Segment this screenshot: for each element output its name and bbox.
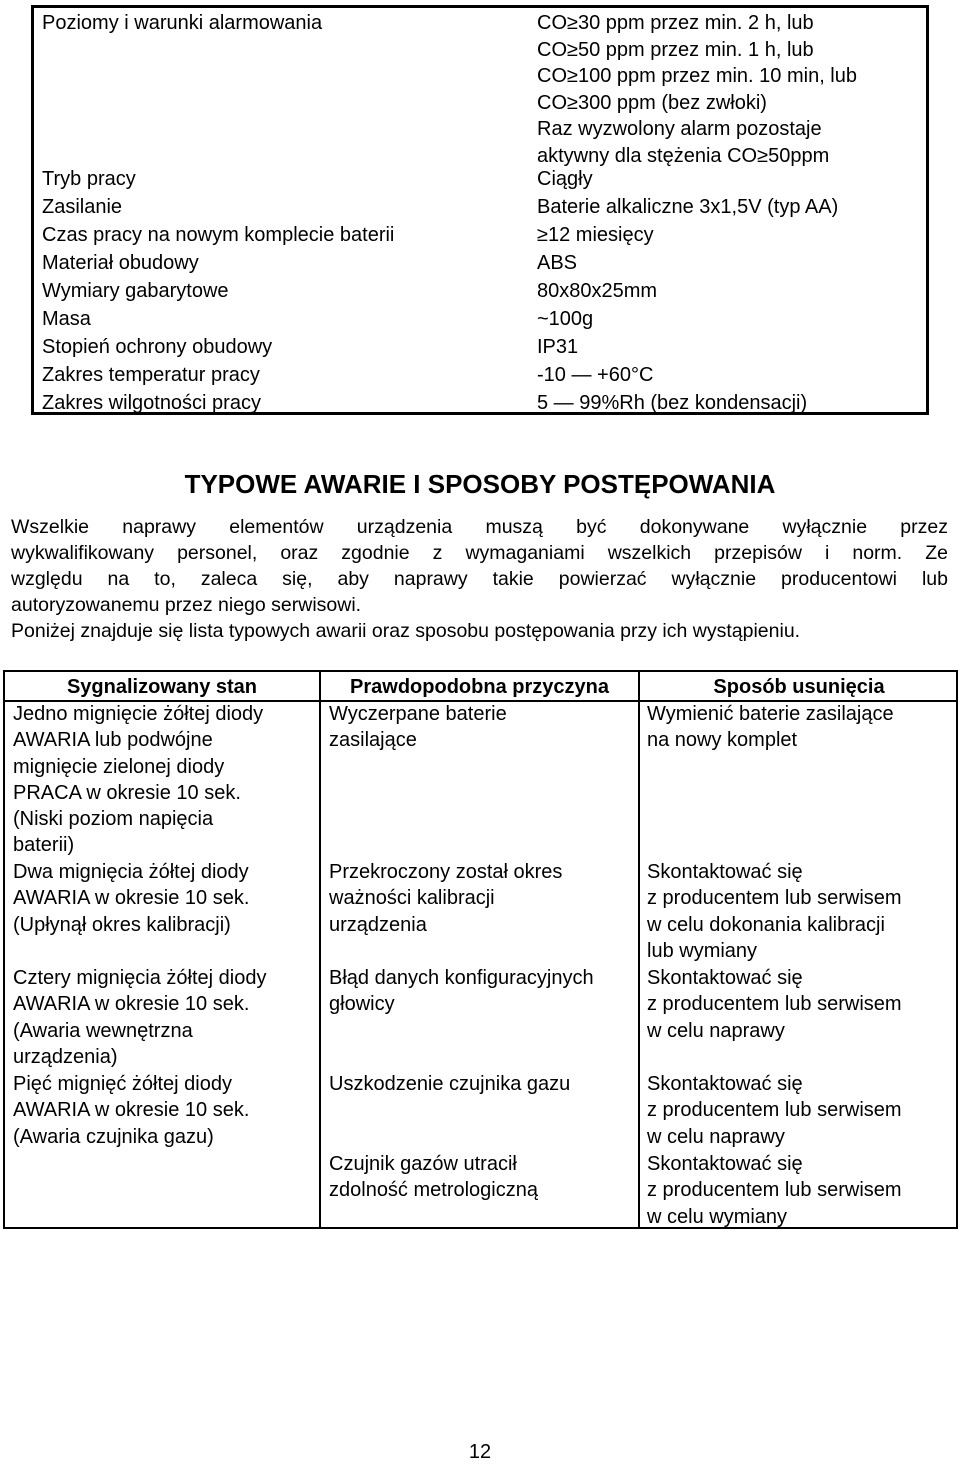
cell-state: Jedno mignięcie żółtej diody AWARIA lub podwójne mignięcie zielonej diody PRACA w okresie 10 sek. (Niski poziom napięcia baterii) [13, 703, 264, 857]
column-divider [638, 672, 640, 1227]
spec-value: -10 — +60°C [537, 364, 654, 386]
spec-label: Zasilanie [42, 196, 123, 218]
cell-remedy: Skontaktować się z producentem lub serwisem w celu dokonania kalibracji lub wymiany [647, 861, 902, 962]
spec-label: Czas pracy na nowym komplecie baterii [42, 224, 395, 246]
spec-value: 80x80x25mm [537, 280, 658, 302]
spec-label: Zakres wilgotności pracy [42, 392, 261, 414]
spec-value: ~100g [537, 308, 594, 330]
cell-cause: Czujnik gazów utracił zdolność metrologiczną [329, 1153, 538, 1202]
header-state: Sygnalizowany stan [66, 676, 258, 698]
paragraph-line: Poniżej znajduje się lista typowych awarii oraz sposobu postępowania przy ich wystąpieniu. [11, 620, 801, 642]
header-cause: Prawdopodobna przyczyna [350, 676, 609, 698]
cell-state: Dwa mignięcia żółtej diody AWARIA w okresie 10 sek. (Upłynął okres kalibracji) [13, 861, 250, 936]
cell-state: Cztery mignięcia żółtej diody AWARIA w okresie 10 sek. (Awaria wewnętrzna urządzenia) [13, 967, 267, 1068]
column-divider [319, 672, 321, 1227]
paragraph-line: względu na to, zaleca się, aby naprawy takie powierzać wyłącznie producentowi lub [11, 568, 948, 590]
spec-value: ≥12 miesięcy [537, 224, 654, 246]
header-remedy: Sposób usunięcia [713, 676, 885, 698]
page-number: 12 [468, 1441, 492, 1463]
cell-cause: Błąd danych konfiguracyjnych głowicy [329, 967, 594, 1016]
spec-label: Wymiary gabarytowe [42, 280, 229, 302]
specification-table [31, 5, 929, 415]
spec-value: Ciągły [537, 168, 593, 190]
cell-remedy: Skontaktować się z producentem lub serwisem w celu wymiany [647, 1153, 902, 1228]
spec-value: CO≥30 ppm przez min. 2 h, lub CO≥50 ppm przez min. 1 h, lub CO≥100 ppm przez min. 10 min, lub CO≥300 ppm (bez zwłoki) Raz wyzwolony alarm pozostaje aktywny dla stężenia CO≥50ppm [537, 12, 857, 167]
spec-label: Materiał obudowy [42, 252, 199, 274]
spec-value: 5 — 99%Rh (bez kondensacji) [537, 392, 808, 414]
spec-value: Baterie alkaliczne 3x1,5V (typ AA) [537, 196, 839, 218]
section-heading: TYPOWE AWARIE I SPOSOBY POSTĘPOWANIA [184, 469, 776, 499]
spec-value: IP31 [537, 336, 579, 358]
spec-label: Tryb pracy [42, 168, 136, 190]
cell-cause: Przekroczony został okres ważności kalibracji urządzenia [329, 861, 563, 936]
spec-label: Stopień ochrony obudowy [42, 336, 273, 358]
spec-label: Zakres temperatur pracy [42, 364, 260, 386]
cell-remedy: Wymienić baterie zasilające na nowy komplet [647, 703, 894, 752]
spec-label: Masa [42, 308, 91, 330]
paragraph-line: wykwalifikowany personel, oraz zgodnie z wymaganiami wszelkich przepisów i norm. Ze [11, 542, 948, 564]
cell-remedy: Skontaktować się z producentem lub serwisem w celu naprawy [647, 967, 902, 1042]
paragraph-line: autoryzowanemu przez niego serwisowi. [11, 594, 362, 616]
cell-cause: Uszkodzenie czujnika gazu [329, 1073, 571, 1095]
cell-state: Pięć mignięć żółtej diody AWARIA w okresie 10 sek. (Awaria czujnika gazu) [13, 1073, 250, 1148]
spec-label: Poziomy i warunki alarmowania [42, 12, 323, 34]
fault-table [3, 670, 958, 1229]
cell-cause: Wyczerpane baterie zasilające [329, 703, 507, 752]
cell-remedy: Skontaktować się z producentem lub serwisem w celu naprawy [647, 1073, 902, 1148]
spec-value: ABS [537, 252, 578, 274]
paragraph-line: Wszelkie naprawy elementów urządzenia muszą być dokonywane wyłącznie przez [11, 516, 948, 538]
